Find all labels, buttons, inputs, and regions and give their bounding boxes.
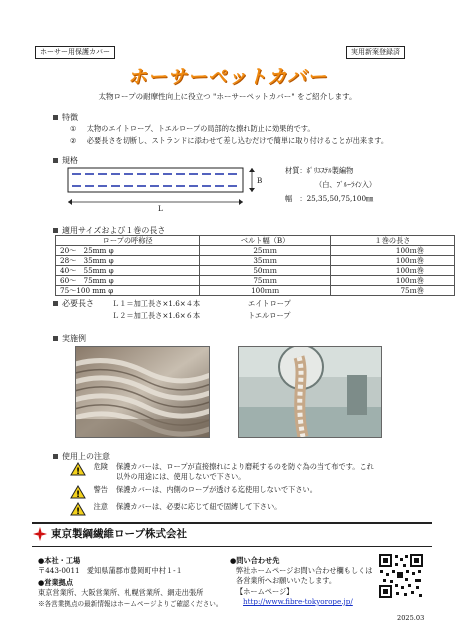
svg-text:!: ! — [75, 490, 81, 499]
table-cell: 100ｍｍ — [200, 286, 331, 296]
table-cell: 75ｍ巻 — [331, 286, 455, 296]
table-row — [56, 256, 455, 266]
header-left-tag: ホーサー用保護カバー — [35, 46, 115, 59]
material-line: 材質：ﾎﾟﾘｴｽﾃﾙ製編物 — [285, 166, 354, 175]
offices-label: ●営業拠点 — [38, 578, 74, 587]
contact-text: 各営業所へお願いいたします。 — [236, 576, 337, 585]
hq-label: ●本社・工場 — [38, 556, 81, 565]
examples-heading — [53, 333, 86, 344]
caution-text: 以外の用途には、使用しないで下さい。 — [116, 472, 246, 481]
sizes-table — [55, 235, 455, 296]
table-cell: 75ｍｍ — [200, 276, 331, 286]
table-row — [56, 276, 455, 286]
column-header: ロープの呼称径 — [56, 236, 200, 246]
column-header: １巻の長さ — [331, 236, 455, 246]
caution-text: 保護カバーは、ロープが直接擦れにより磨耗するのを防ぐ為の当て布です。これ — [116, 462, 374, 471]
formula-l2: Ｌ２＝加工長さ×1.6×６本 — [112, 311, 201, 320]
required-length-label: 必要長さ — [62, 299, 94, 308]
rope-type-8: エイトロープ — [248, 299, 291, 308]
footer-date: 2025.03 — [397, 614, 425, 622]
footer-divider-bottom — [32, 546, 432, 547]
warning-triangle-icon — [70, 502, 86, 516]
example-photo-ship-deck — [238, 346, 382, 438]
offices-list: 東京営業所、大阪営業所、札幌営業所、網走出張所 — [38, 588, 204, 597]
sizes-heading-label: 適用サイズおよび１巻の長さ — [62, 226, 166, 235]
table-cell: 100ｍ巻 — [331, 266, 455, 276]
arrow-left-icon — [68, 199, 72, 205]
bullet-icon — [53, 336, 58, 341]
qr-code-icon[interactable] — [378, 553, 424, 599]
table-cell: 20～ 25mm φ — [56, 246, 200, 256]
arrow-down-icon — [249, 188, 255, 192]
company-logo-icon — [33, 527, 47, 541]
table-cell: 100ｍ巻 — [331, 256, 455, 266]
caution-text: 保護カバーは、内側のロープが透ける迄使用しないで下さい。 — [116, 485, 317, 494]
caution-level: 注意 — [93, 502, 108, 511]
examples-heading-label: 実施例 — [62, 334, 86, 343]
homepage-link[interactable]: http://www.fibre-tokyorope.jp/ — [243, 597, 353, 606]
page-title: ホーサーペットカバー — [127, 66, 328, 88]
warning-triangle-icon — [70, 462, 86, 476]
intro-text: 太物ロープの耐摩性向上に役立つ "ホーサーペットカバー" をご紹介します。 — [98, 92, 357, 101]
features-heading — [53, 112, 78, 123]
spec-heading-label: 規格 — [62, 156, 78, 165]
column-header: ベルト幅（B） — [200, 236, 331, 246]
caution-item — [70, 485, 317, 499]
cautions-heading — [53, 451, 110, 462]
width-line: 幅 ：25,35,50,75,100㎜ — [285, 194, 374, 203]
header-right-tag: 実用新案登録済 — [346, 46, 405, 59]
feature-text: 太物のエイトロープ、トエルロープの局部的な擦れ防止に効果的です。 — [86, 124, 315, 133]
belt-outline — [68, 168, 243, 192]
offices-note: ※各営業拠点の最新情報はホームページよりご確認ください。 — [38, 600, 223, 608]
bullet-icon — [53, 115, 58, 120]
caution-level: 危険 — [93, 462, 108, 471]
bullet-icon — [53, 158, 58, 163]
required-length-heading — [53, 298, 94, 309]
table-row — [56, 246, 455, 256]
features-heading-label: 特徴 — [62, 113, 78, 122]
table-cell: 75～100 mm φ — [56, 286, 200, 296]
table-cell: 60～ 75mm φ — [56, 276, 200, 286]
dimension-l-label: L — [158, 204, 163, 213]
svg-text:!: ! — [75, 507, 81, 516]
arrow-right-icon — [239, 199, 243, 205]
example-photo-rope-closeup — [75, 346, 210, 438]
belt-diagram — [60, 160, 270, 210]
table-row — [56, 266, 455, 276]
table-cell: 35ｍｍ — [200, 256, 331, 266]
contact-text: 弊社ホームページお問い合わせ欄もしくは — [236, 566, 373, 575]
material-color: （白、ﾌﾞﾙｰﾗｲﾝ入） — [315, 180, 377, 189]
rope-type-12: トエルロープ — [248, 311, 291, 320]
caution-item — [70, 502, 281, 516]
bullet-icon — [53, 228, 58, 233]
contact-label: ●問い合わせ先 — [230, 556, 280, 565]
company-name: 東京製綱繊維ロープ株式会社 — [51, 528, 187, 540]
table-cell: 50ｍｍ — [200, 266, 331, 276]
table-row — [56, 286, 455, 296]
homepage-label: 【ホームページ】 — [236, 587, 294, 596]
table-cell: 40～ 55mm φ — [56, 266, 200, 276]
feature-item — [70, 136, 388, 146]
table-cell: 100ｍ巻 — [331, 246, 455, 256]
feature-text: 必要長さを切断し、ストランドに添わせて差し込むだけで簡単に取り付けることが出来ます。 — [86, 136, 389, 145]
cautions-heading-label: 使用上の注意 — [62, 452, 110, 461]
table-header-row — [56, 236, 455, 246]
formula-l1: Ｌ１＝加工長さ×1.6×４本 — [112, 299, 201, 308]
caution-level: 警告 — [93, 485, 108, 494]
footer-divider-top — [32, 522, 432, 524]
arrow-up-icon — [249, 168, 255, 172]
dimension-b-label: B — [257, 176, 263, 185]
feature-item — [70, 124, 315, 134]
feature-num: ② — [70, 136, 77, 145]
svg-text:!: ! — [75, 467, 81, 476]
caution-item — [70, 462, 374, 482]
caution-text: 保護カバーは、必要に応じて紐で固縛して下さい。 — [116, 502, 282, 511]
table-cell: 25ｍｍ — [200, 246, 331, 256]
bullet-icon — [53, 301, 58, 306]
table-cell: 28～ 35mm φ — [56, 256, 200, 266]
table-cell: 100ｍ巻 — [331, 276, 455, 286]
hq-address: 〒443-0011 愛知県蒲郡市豊岡町中村１-１ — [38, 566, 183, 575]
warning-triangle-icon — [70, 485, 86, 499]
bullet-icon — [53, 454, 58, 459]
feature-num: ① — [70, 124, 77, 133]
